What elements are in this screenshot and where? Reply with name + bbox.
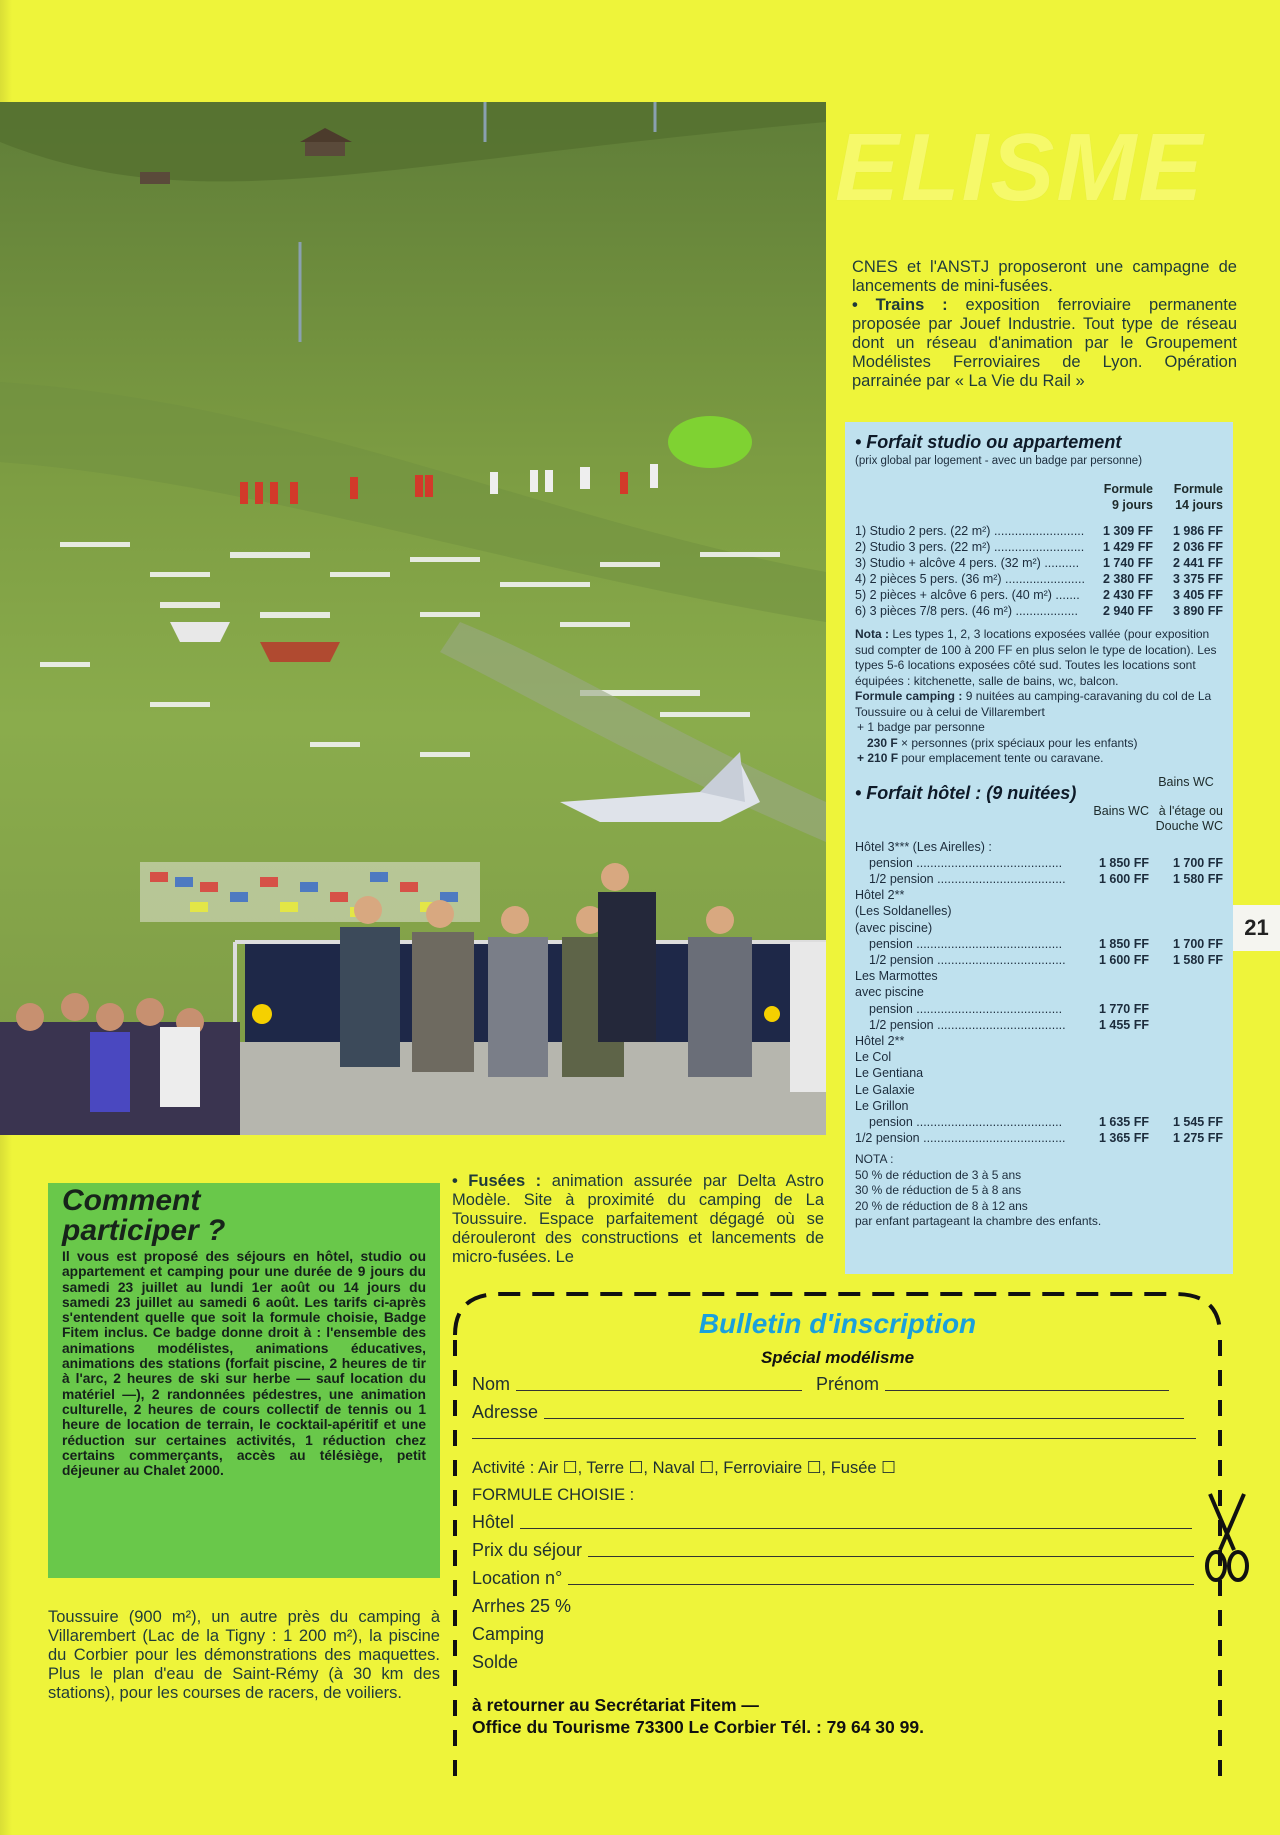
row-label: Hôtel 3*** (Les Airelles) : <box>855 839 992 854</box>
intro-text-block <box>852 258 1237 391</box>
price-bains-wc <box>1079 1098 1149 1114</box>
table-row <box>855 855 1223 871</box>
row-label: Le Col <box>855 1050 892 1065</box>
price-9: 2 940 FF <box>1102 604 1153 618</box>
prenom-label: Prénom <box>816 1374 880 1394</box>
price-bains-wc <box>1079 887 1149 903</box>
price-douche-wc <box>1149 1017 1223 1033</box>
table-row <box>855 887 1223 903</box>
table-row <box>855 903 1223 919</box>
price-bains-wc: 1 600 FF <box>1098 871 1149 886</box>
comment-title-2: participer ? <box>62 1214 226 1247</box>
bulletin-footer <box>472 1694 924 1738</box>
price-douche-wc <box>1149 968 1223 984</box>
row-label: avec piscine <box>855 985 924 1000</box>
price-douche-wc <box>1149 1082 1223 1098</box>
price-douche-wc: 1 275 FF <box>1172 1131 1223 1146</box>
hotel-col2-a: Bains WC <box>1158 774 1214 789</box>
table-row <box>855 936 1223 952</box>
camping-line-2: × personnes (prix spéciaux pour les enfants) <box>901 735 1138 750</box>
lower-left-text: Toussuire (900 m²), un autre près du camping à Villarembert (Lac de la Tigny : 1 200 m²), la piscine du Corbier pour les démonstrations des maquettes. Plus le plan d'eau de Saint-Rémy (à 30 km des stations), pour les courses de racers, de voiliers. <box>48 1608 440 1702</box>
prix-field[interactable] <box>472 1540 1194 1561</box>
hotel-label: Hôtel <box>472 1512 515 1532</box>
row-label: Le Galaxie <box>855 1082 915 1097</box>
location-label: Location n° <box>472 1568 563 1588</box>
price-14: 2 036 FF <box>1172 540 1223 554</box>
table-row <box>855 1017 1223 1033</box>
camping-field[interactable] <box>472 1624 544 1645</box>
price-9: 1 429 FF <box>1102 540 1153 554</box>
pricing-box <box>845 422 1233 1274</box>
table-row <box>855 1065 1223 1081</box>
row-label: Le Gentiana <box>855 1066 924 1081</box>
camping-line-3: pour emplacement tente ou caravane. <box>901 751 1104 765</box>
price-bains-wc <box>1079 1033 1149 1049</box>
price-bains-wc <box>1079 903 1149 919</box>
table-row <box>855 984 1223 1000</box>
hotel-nota <box>855 1152 1223 1230</box>
registration-form <box>450 1290 1225 1776</box>
camping-line-1: + 1 badge par personne <box>857 720 985 734</box>
footer-line-1: à retourner au Secrétariat Fitem — <box>472 1695 759 1715</box>
price-14: 3 375 FF <box>1172 572 1223 586</box>
table-row <box>855 920 1223 936</box>
row-label: 1/2 pension ..................................... <box>869 952 1066 967</box>
table-row <box>855 555 1223 571</box>
table-row <box>855 587 1223 603</box>
nom-field[interactable] <box>472 1374 1169 1395</box>
adresse-line-2[interactable] <box>472 1438 1196 1443</box>
nota-text: Les types 1, 2, 3 locations exposées vallée (pour exposition sud compter de 100 à 200 FF en plus selon le type de location). Les types 5-6 locations exposées côté sud. Toutes les locations sont équipées : kitchenette, salle de bains, wc, balcon. <box>855 627 1217 688</box>
price-bains-wc <box>1079 984 1149 1000</box>
price-14: 3 405 FF <box>1172 588 1223 602</box>
price-bains-wc: 1 455 FF <box>1098 1017 1149 1032</box>
row-label: Les Marmottes <box>855 969 938 984</box>
table-row <box>855 1082 1223 1098</box>
row-label: 1) Studio 2 pers. (22 m²) .......................... <box>855 524 1085 538</box>
activite-label: Activité : Air ☐, Terre ☐, Naval ☐, Ferroviaire ☐, Fusée ☐ <box>472 1459 896 1477</box>
price-douche-wc <box>1149 1098 1223 1114</box>
arrhes-label: Arrhes 25 % <box>472 1596 572 1616</box>
event-photo <box>0 102 826 1135</box>
row-label: 1/2 pension ......................................... <box>855 1131 1066 1146</box>
price-bains-wc: 1 850 FF <box>1098 936 1149 951</box>
price-9: 1 740 FF <box>1102 556 1153 570</box>
price-9: 1 309 FF <box>1102 524 1153 538</box>
intro-text: CNES et l'ANSTJ proposeront une campagne de lancements de mini-fusées. <box>852 258 1237 295</box>
table-row <box>855 1049 1223 1065</box>
row-label: (avec piscine) <box>855 920 933 935</box>
camping-label: Formule camping : <box>855 689 963 703</box>
col-header-9: Formule <box>1103 482 1153 496</box>
comment-title-1: Comment <box>62 1184 201 1217</box>
table-row <box>855 839 1223 855</box>
fusees-block <box>452 1172 824 1267</box>
price-douche-wc <box>1149 1033 1223 1049</box>
price-14: 3 890 FF <box>1172 604 1223 618</box>
studio-nota <box>855 627 1223 767</box>
location-field[interactable] <box>472 1568 1194 1589</box>
solde-label: Solde <box>472 1652 519 1672</box>
col-header-14b: 14 jours <box>1175 498 1223 512</box>
price-14: 1 986 FF <box>1172 524 1223 538</box>
table-row <box>855 539 1223 555</box>
row-label: pension .......................................... <box>869 855 1063 870</box>
row-label: pension .......................................... <box>869 1001 1063 1016</box>
price-douche-wc <box>1149 887 1223 903</box>
bulletin-title: Bulletin d'inscription <box>698 1308 977 1339</box>
price-bains-wc <box>1079 1065 1149 1081</box>
hotel-nota-line: par enfant partageant la chambre des enfants. <box>855 1214 1102 1229</box>
bulletin-subtitle: Spécial modélisme <box>760 1348 915 1367</box>
comment-participer-box <box>48 1183 440 1578</box>
table-row <box>855 1114 1223 1130</box>
hotel-field[interactable] <box>472 1512 1192 1533</box>
page-number: 21 <box>1233 905 1280 951</box>
price-douche-wc <box>1149 903 1223 919</box>
arrhes-field[interactable] <box>472 1596 571 1617</box>
row-label: Le Grillon <box>855 1098 909 1113</box>
solde-field[interactable] <box>472 1652 518 1673</box>
fusees-text: animation assurée par Delta Astro Modèle. Site à proximité du camping de La Toussuire. Espace parfaitement dégagé où se dérouleront des constructions et lancements de micro-fusées. Le <box>452 1172 824 1266</box>
table-row <box>855 603 1223 619</box>
price-douche-wc: 1 580 FF <box>1172 952 1223 967</box>
camping-site-price: + 210 F <box>857 751 899 765</box>
hotel-col2-c: Douche WC <box>1155 819 1223 833</box>
hotel-table <box>855 839 1223 1147</box>
price-bains-wc <box>1079 968 1149 984</box>
table-row <box>855 871 1223 887</box>
price-bains-wc: 1 850 FF <box>1098 855 1149 870</box>
hotel-header <box>855 775 1223 804</box>
table-row <box>855 1033 1223 1049</box>
fusees-label: • Fusées : <box>452 1172 542 1190</box>
price-douche-wc <box>1149 1001 1223 1017</box>
price-douche-wc: 1 545 FF <box>1172 1114 1223 1129</box>
table-row <box>855 968 1223 984</box>
camping-price-bold: 230 F <box>867 735 898 750</box>
price-douche-wc: 1 700 FF <box>1172 936 1223 951</box>
row-label: Hôtel 2** <box>855 888 905 903</box>
price-bains-wc <box>1079 1049 1149 1065</box>
table-row <box>855 1130 1223 1146</box>
hotel-col-headers-2 <box>855 819 1223 835</box>
price-douche-wc <box>1149 984 1223 1000</box>
price-14: 2 441 FF <box>1172 556 1223 570</box>
hotel-nota-line: 20 % de réduction de 8 à 12 ans <box>855 1198 1028 1213</box>
trains-label: • Trains : <box>852 296 948 314</box>
price-douche-wc: 1 700 FF <box>1172 855 1223 870</box>
price-douche-wc <box>1149 920 1223 936</box>
hotel-nota-line: 50 % de réduction de 3 à 5 ans <box>855 1167 1022 1182</box>
col-header-14: Formule <box>1173 482 1223 496</box>
row-label: (Les Soldanelles) <box>855 904 952 919</box>
price-douche-wc <box>1149 1065 1223 1081</box>
studio-table-header <box>855 481 1223 513</box>
price-bains-wc: 1 770 FF <box>1098 1001 1149 1016</box>
footer-line-2: Office du Tourisme 73300 Le Corbier Tél. : 79 64 30 99. <box>472 1717 924 1737</box>
adresse-field[interactable] <box>472 1402 1184 1423</box>
price-bains-wc: 1 365 FF <box>1098 1131 1149 1146</box>
adresse-label: Adresse <box>472 1402 539 1422</box>
price-9: 2 430 FF <box>1102 588 1153 602</box>
row-label: Hôtel 2** <box>855 1033 905 1048</box>
row-label: 1/2 pension ..................................... <box>869 1017 1066 1032</box>
prix-label: Prix du séjour <box>472 1540 583 1560</box>
price-douche-wc <box>1149 839 1223 855</box>
row-label: 2) Studio 3 pers. (22 m²) .......................... <box>855 540 1085 554</box>
price-douche-wc <box>1149 1049 1223 1065</box>
hotel-nota-line: 30 % de réduction de 5 à 8 ans <box>855 1183 1022 1198</box>
section-title-fragment: ELISME <box>835 114 1205 221</box>
table-row <box>855 1098 1223 1114</box>
hotel-nota-title: NOTA : <box>855 1152 894 1167</box>
camping-text: 9 nuitées au camping-caravaning du col de La Toussuire ou à celui de Villarembert <box>855 689 1212 719</box>
price-douche-wc: 1 580 FF <box>1172 871 1223 886</box>
model-exhibition-photo <box>0 102 826 1135</box>
forfait-studio-title: • Forfait studio ou appartement <box>855 432 1122 452</box>
hotel-col2-b: à l'étage ou <box>1158 803 1223 818</box>
table-row <box>855 571 1223 587</box>
row-label: 4) 2 pièces 5 pers. (36 m²) ....................... <box>855 572 1085 586</box>
forfait-studio-subtitle: (prix global par logement - avec un badge par personne) <box>855 455 1143 467</box>
row-label: pension .......................................... <box>869 936 1063 951</box>
table-row <box>855 1001 1223 1017</box>
formule-text: FORMULE CHOISIE : <box>472 1486 635 1504</box>
price-bains-wc: 1 635 FF <box>1098 1114 1149 1129</box>
hotel-col-headers <box>855 804 1223 820</box>
row-label: 3) Studio + alcôve 4 pers. (32 m²) .......... <box>855 556 1080 570</box>
formule-label <box>472 1486 634 1505</box>
row-label: 1/2 pension ..................................... <box>869 871 1066 886</box>
row-label: pension .......................................... <box>869 1114 1063 1129</box>
row-label: 6) 3 pièces 7/8 pers. (46 m²) .................. <box>855 604 1078 618</box>
activite-checkboxes[interactable] <box>472 1458 896 1478</box>
camping-label: Camping <box>472 1624 545 1644</box>
row-label: 5) 2 pièces + alcôve 6 pers. (40 m²) ....... <box>855 588 1080 602</box>
price-bains-wc <box>1079 920 1149 936</box>
scissors-icon <box>1204 1492 1250 1588</box>
trains-text: exposition ferroviaire permanente proposée par Jouef Industrie. Tout type de réseau dont un réseau d'animation par le Groupement Modélistes Ferroviaires de Lyon. Opération parrainée par « La Vie du Rail » <box>852 296 1238 390</box>
nom-label: Nom <box>472 1374 511 1394</box>
comment-body: Il vous est proposé des séjours en hôtel, studio ou appartement et camping pour une durée de 9 jours du samedi 23 juillet au lundi 1er août ou 14 jours du samedi 23 juillet au samedi 6 août. Les tarifs ci-après s'entendent quelle que soit la formule choisie, Badge Fitem inclus. Ce badge donne droit à : l'ensemble des animations modélistes, animations éducatives, animations des stations (forfait piscine, 2 heures de tir à l'arc, 2 heures de ski sur herbe — sauf location du matériel —), 2 randonnées pédestres, une animation culturelle, 2 heures de cours collectif de tennis ou 1 heure de location de terrain, le cocktail-apéritif et une réduction sur certaines activités, 1 réduction chez certains commerçants, accès au télésiège, petit déjeuner au Chalet 2000. <box>62 1249 426 1479</box>
price-bains-wc <box>1079 839 1149 855</box>
price-9: 2 380 FF <box>1102 572 1153 586</box>
nota-label: Nota : <box>855 627 889 641</box>
hotel-col1: Bains WC <box>1093 803 1149 818</box>
studio-table <box>855 523 1223 619</box>
price-bains-wc <box>1079 1082 1149 1098</box>
price-bains-wc: 1 600 FF <box>1098 952 1149 967</box>
table-row <box>855 523 1223 539</box>
col-header-9b: 9 jours <box>1112 498 1153 512</box>
table-row <box>855 952 1223 968</box>
forfait-hotel-title: • Forfait hôtel : (9 nuitées) <box>855 782 1077 803</box>
